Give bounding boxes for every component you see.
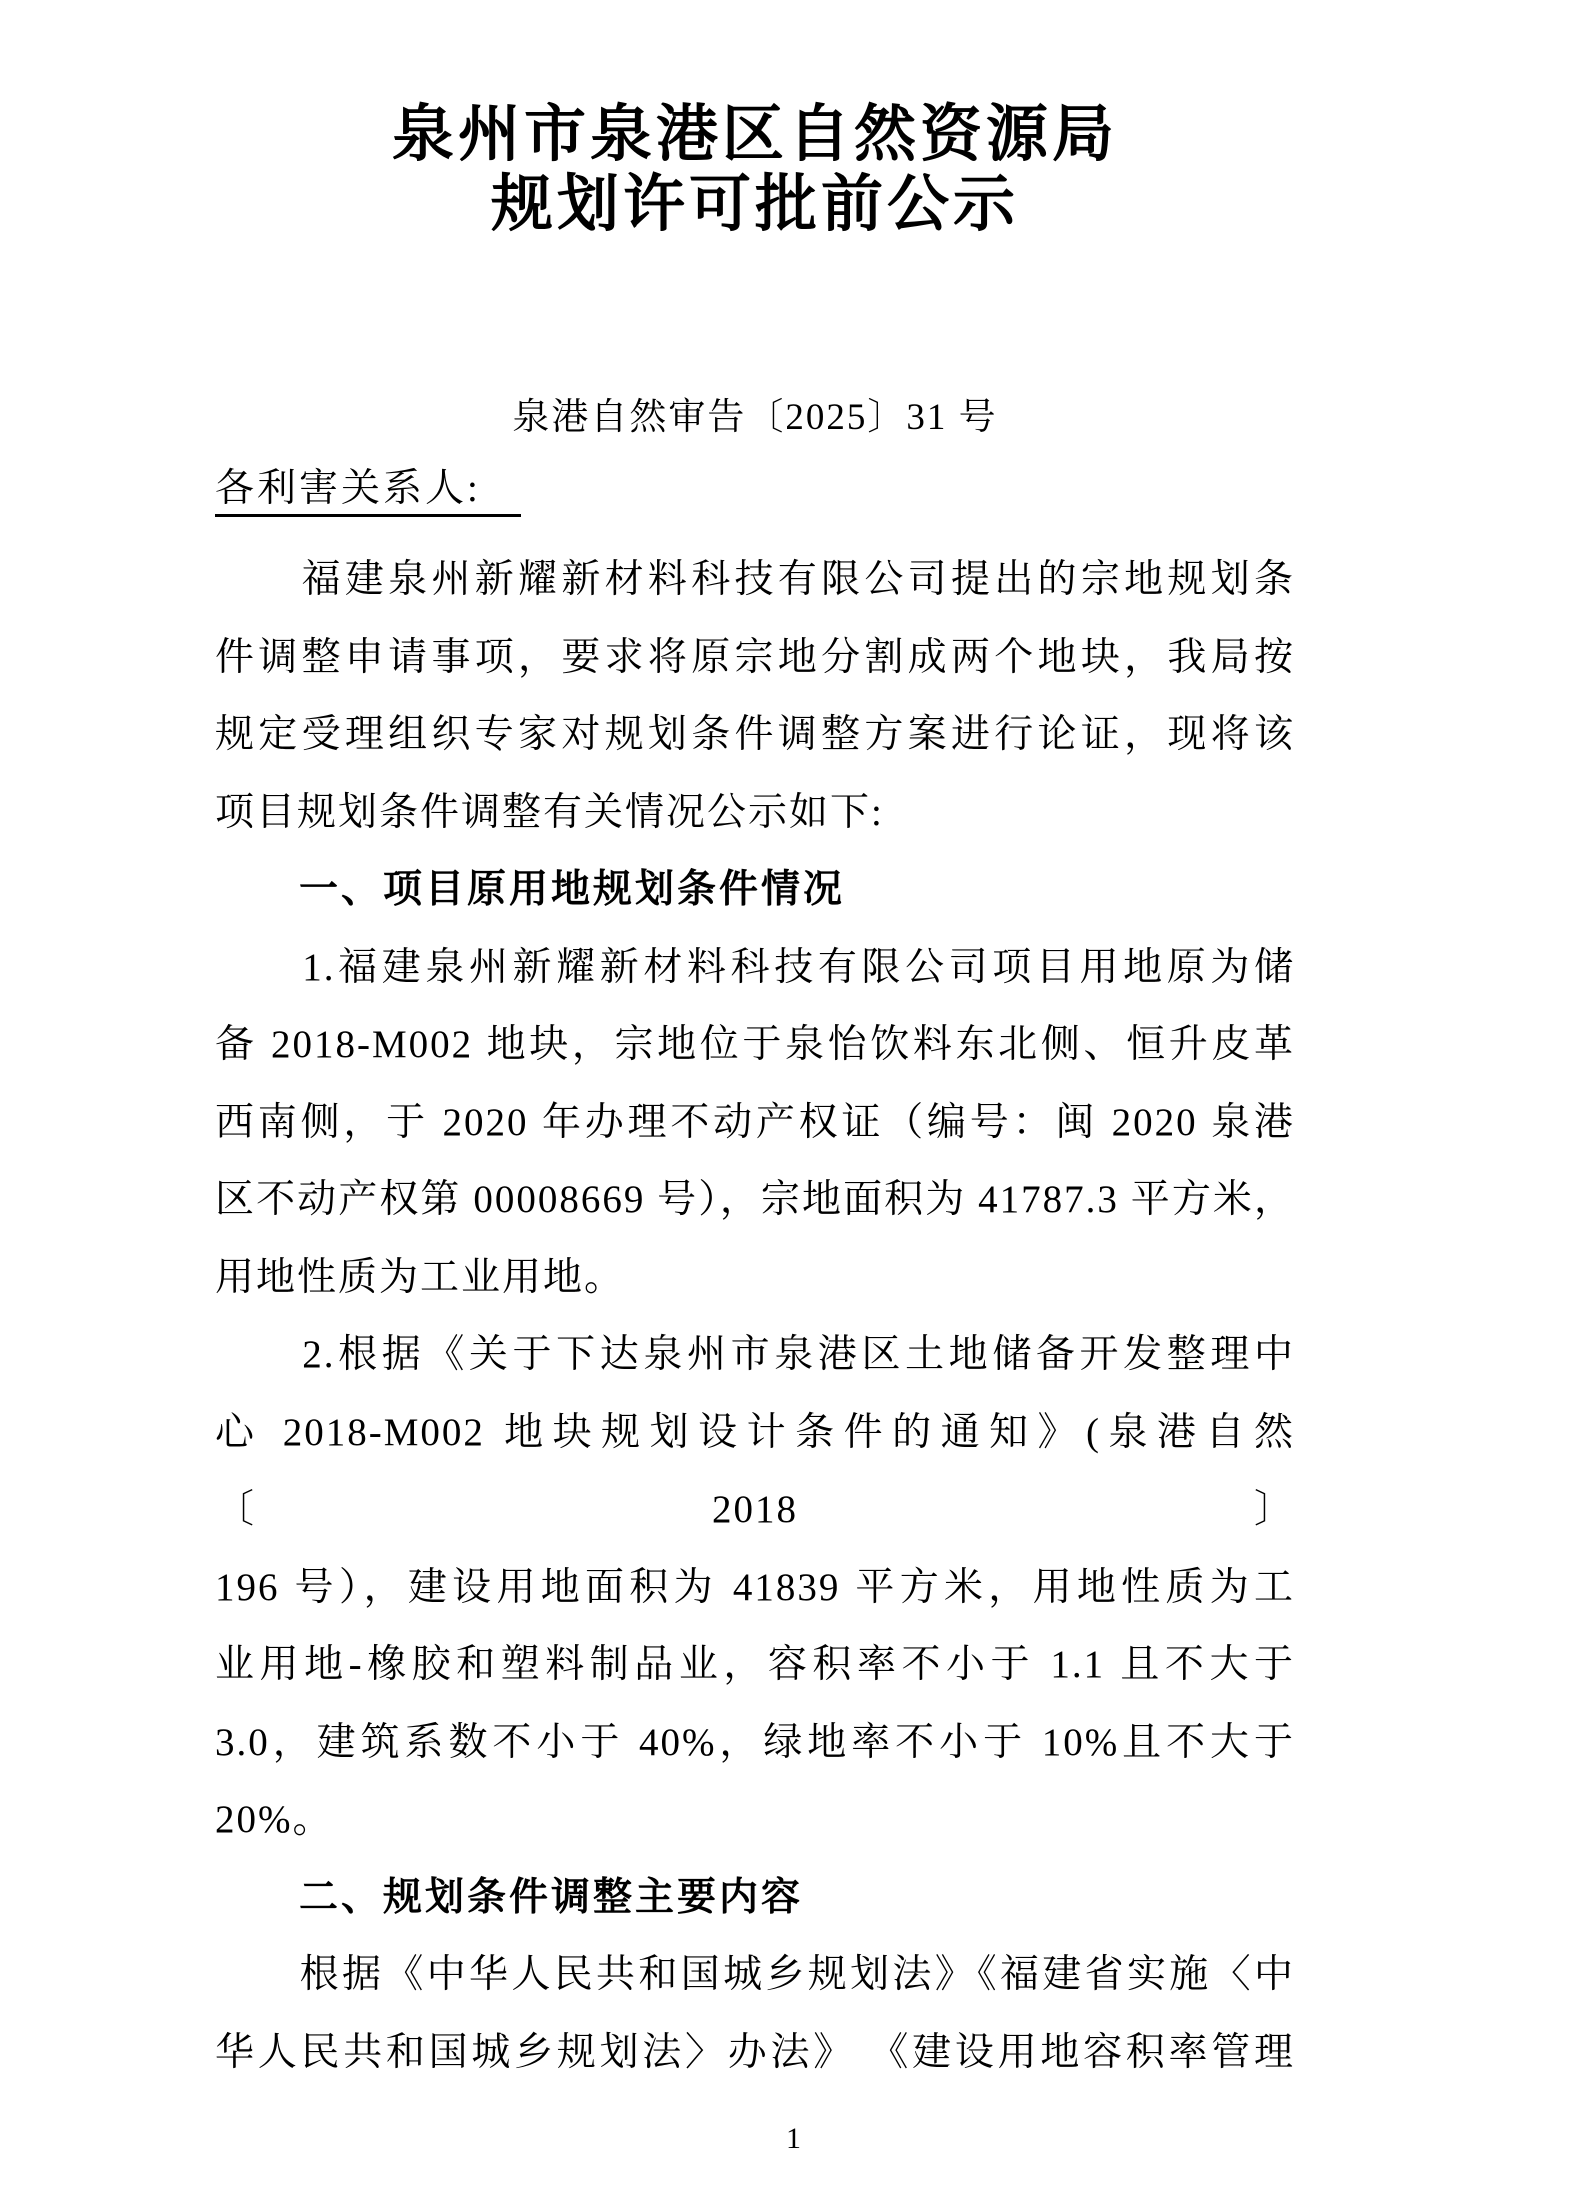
title-line-2: 规划许可批前公示 [490, 171, 1019, 239]
body-line: 3.0，建筑系数不小于 40%，绿地率不小于 10%且不大于 [215, 1720, 1295, 1764]
body-line: 根据《中华人民共和国城乡规划法》《福建省实施〈中 [215, 1953, 1295, 1996]
document-number: 泉港自然审告〔2025〕31 号 [512, 397, 998, 438]
salutation-row [215, 463, 1587, 515]
body-line: 业用地-橡胶和塑料制品业，容积率不小于 1.1 且不大于 [215, 1643, 1295, 1686]
body-line: 件调整申请事项，要求将原宗地分割成两个地块，我局按 [215, 635, 1295, 679]
body-line: 心 2018-M002 地块规划设计条件的通知》(泉港自然〔2018〕 [215, 1410, 1295, 1531]
body-line: 区不动产权第 00008669 号），宗地面积为 41787.3 平方米， [215, 1178, 1295, 1221]
body-line: 2.根据《关于下达泉州市泉港区土地储备开发整理中 [215, 1333, 1295, 1376]
body-line: 规定受理组织专家对规划条件调整方案进行论证，现将该 [215, 713, 1295, 756]
section-heading: 二、规划条件调整主要内容 [215, 1875, 804, 1919]
body-line: 备 2018-M002 地块，宗地位于泉怡饮料东北侧、恒升皮革 [215, 1023, 1295, 1066]
page-number: 1 [786, 2122, 801, 2155]
body-line: 福建泉州新耀新材料科技有限公司提出的宗地规划条 [215, 558, 1295, 601]
salutation: 各利害关系人: [215, 467, 521, 517]
body-line: 196 号），建设用地面积为 41839 平方米，用地性质为工 [215, 1565, 1295, 1609]
body-line: 20%。 [215, 1798, 334, 1841]
document-body [215, 541, 1295, 2091]
body-line: 项目规划条件调整有关情况公示如下: [215, 790, 884, 834]
body-line: 1.福建泉州新耀新材料科技有限公司项目用地原为储 [215, 945, 1295, 989]
body-line: 华人民共和国城乡规划法〉办法》 《建设用地容积率管理 [215, 2030, 1295, 2074]
body-line: 用地性质为工业用地。 [215, 1255, 626, 1299]
title-line-1: 泉州市泉港区自然资源局 [391, 101, 1118, 169]
document-title [215, 100, 1295, 240]
body-line: 西南侧，于 2020 年办理不动产权证（编号：闽 2020 泉港 [215, 1100, 1295, 1144]
section-heading: 一、项目原用地规划条件情况 [215, 868, 846, 911]
